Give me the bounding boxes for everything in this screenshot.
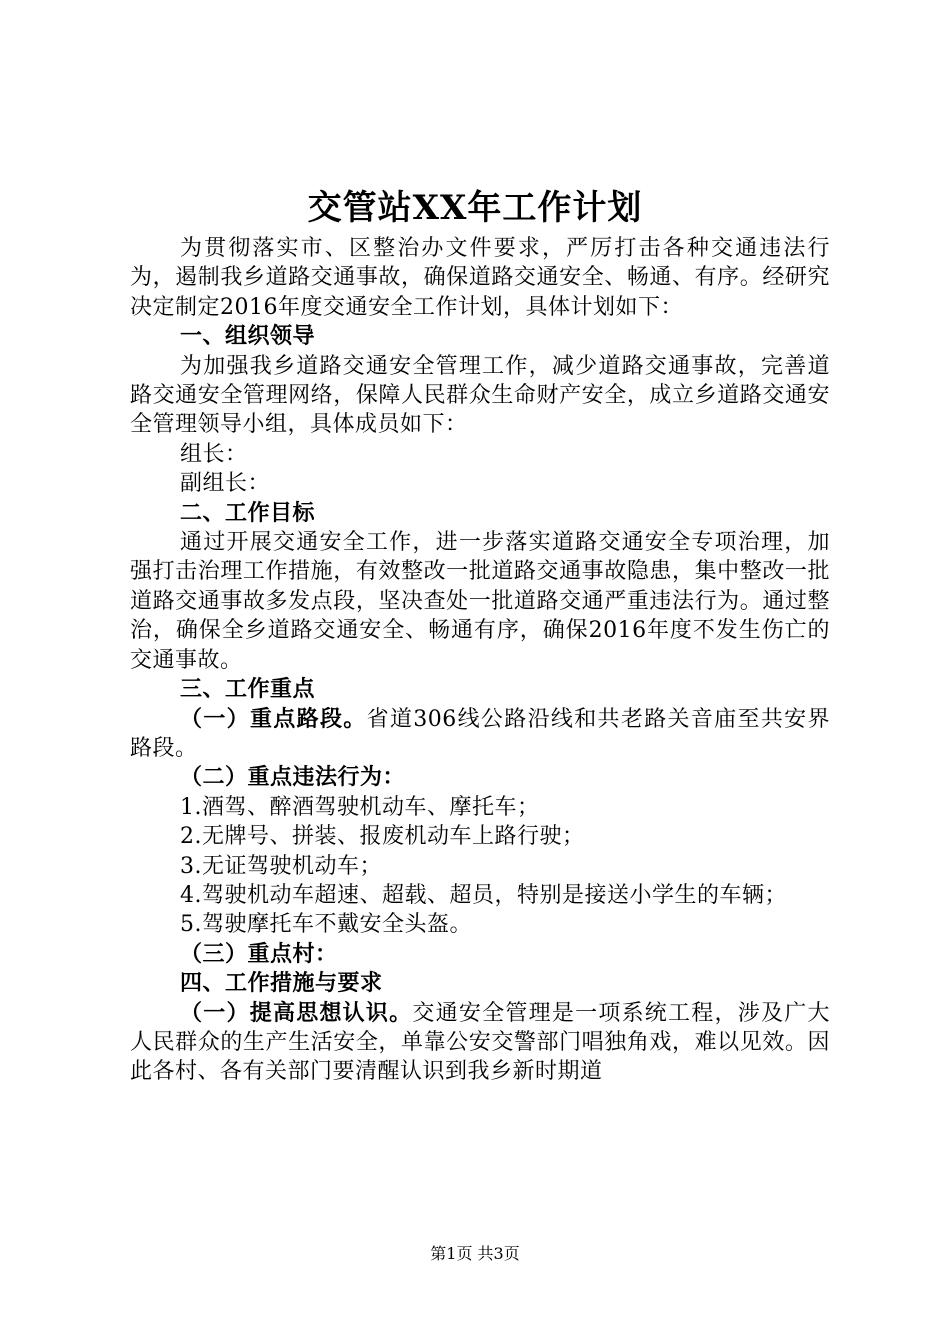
focus-villages — [130, 940, 830, 969]
focus-villages-label: （三）重点村： — [180, 941, 338, 967]
measures-awareness-text: 交通安全管理是一项系统工程，涉及广大人民群众的生产生活安全，单靠公安交警部门唱独角戏，难以见效。因此各村、各有关部门要清醒认识到我乡新时期道 — [130, 1000, 830, 1085]
document-body — [130, 234, 830, 1087]
document-title: 交管站XX年工作计划 — [307, 188, 643, 228]
violation-item: 5.驾驶摩托车不戴安全头盔。 — [180, 912, 472, 938]
focus-road-sections-label: （一）重点路段。 — [180, 706, 367, 732]
section-heading-organization: 一、组织领导 — [180, 324, 316, 350]
focus-road-sections-text: 省道306线公路沿线和共老路关音庙至共安界路段。 — [130, 706, 830, 761]
measures-awareness — [130, 999, 830, 1087]
focus-violations-label: （二）重点违法行为： — [180, 765, 406, 791]
violation-item: 2.无牌号、拼装、报废机动车上路行驶； — [180, 824, 585, 850]
violation-item: 1.酒驾、醉酒驾驶机动车、摩托车； — [180, 794, 540, 820]
measures-awareness-label: （一）提高思想认识。 — [180, 1000, 413, 1026]
leader-line: 组长： — [180, 441, 248, 467]
organization-paragraph: 为加强我乡道路交通安全管理工作，减少道路交通事故，完善道路交通安全管理网络，保障人民群众生命财产安全，成立乡道路交通安全管理领导小组，具体成员如下： — [130, 353, 830, 438]
violation-item: 4.驾驶机动车超速、超载、超员，特别是接送小学生的车辆； — [180, 882, 787, 908]
violation-item: 3.无证驾驶机动车； — [180, 853, 382, 879]
deputy-leader-line: 副组长： — [180, 471, 271, 497]
page-footer: 第1页 共3页 — [430, 1244, 520, 1263]
section-heading-goals: 二、工作目标 — [180, 500, 316, 526]
intro-paragraph: 为贯彻落实市、区整治办文件要求，严厉打击各种交通违法行为，遏制我乡道路交通事故，确保道路交通安全、畅通、有序。经研究决定制定2016年度交通安全工作计划，具体计划如下： — [130, 236, 830, 320]
section-heading-focus: 三、工作重点 — [180, 677, 316, 703]
section-heading-measures: 四、工作措施与要求 — [180, 971, 383, 997]
focus-violations — [130, 763, 830, 792]
focus-road-sections — [130, 705, 830, 764]
goals-paragraph: 通过开展交通安全工作，进一步落实道路交通安全专项治理，加强打击治理工作措施，有效整改一批道路交通事故隐患，集中整改一批道路交通事故多发点段，坚决查处一批道路交通严重违法行为。通过整治，确保全乡道路交通安全、畅通有序，确保2016年度不发生伤亡的交通事故。 — [130, 530, 830, 673]
